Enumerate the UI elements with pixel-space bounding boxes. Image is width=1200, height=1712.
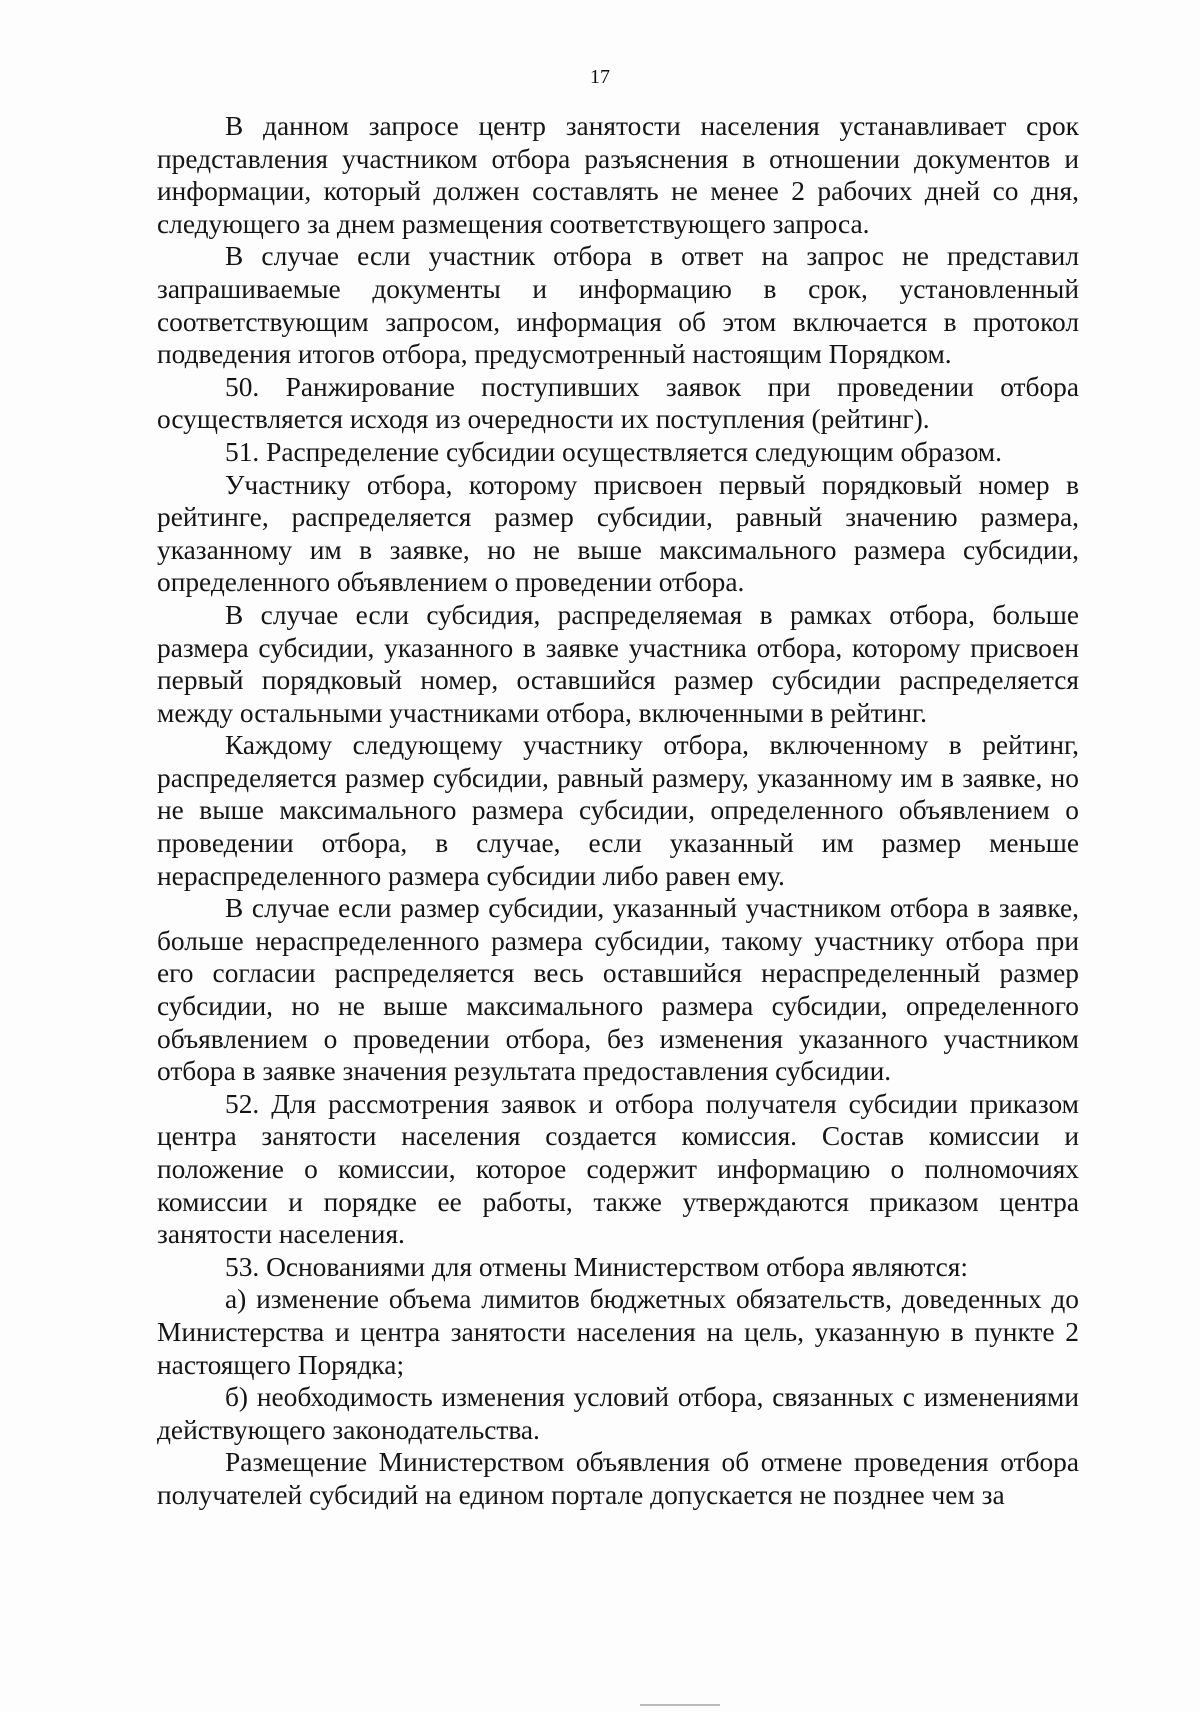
paragraph: Участнику отбора, которому присвоен первый порядковый номер в рейтинге, распределяется размер субсидии, равный значению размера, указанному им в заявке, но не выше максимального размера субсидии, определенного объявлением о проведении отбора. <box>157 469 1079 598</box>
paragraph: Каждому следующему участнику отбора, включенному в рейтинг, распределяется размер субсидии, равный размеру, указанному им в заявке, но не выше максимального размера субсидии, определенного объявлением о проведении отбора, в случае, если указанный им размер меньше нераспределенного размера субсидии либо равен ему. <box>157 730 1079 891</box>
paragraph: 51. Распределение субсидии осуществляется следующим образом. <box>225 436 1002 467</box>
paragraph: 50. Ранжирование поступивших заявок при проведении отбора осуществляется исходя из очередности их поступления (рейтинг). <box>157 371 1079 435</box>
paragraph: В случае если участник отбора в ответ на запрос не представил запрашиваемые документы и информацию в срок, установленный соответствующим запросом, информация об этом включается в протокол подведения итогов отбора, предусмотренный настоящим Порядком. <box>157 241 1079 370</box>
paragraph: В случае если размер субсидии, указанный участником отбора в заявке, больше нераспределенного размера субсидии, такому участнику отбора при его согласии распределяется весь оставшийся нераспределенный размер субсидии, но не выше максимального размера субсидии, определенного объявлением о проведении отбора, без изменения указанного участником отбора в заявке значения результата предоставления субсидии. <box>157 893 1079 1087</box>
page-number: 17 <box>590 66 610 88</box>
scan-mark <box>640 1704 720 1706</box>
document-body <box>157 110 1079 1512</box>
paragraph: 53. Основаниями для отмены Министерством отбора являются: <box>225 1251 968 1282</box>
paragraph: а) изменение объема лимитов бюджетных обязательств, доведенных до Министерства и центра занятости населения на цель, указанную в пункте 2 настоящего Порядка; <box>157 1284 1079 1380</box>
paragraph: 52. Для рассмотрения заявок и отбора получателя субсидии приказом центра занятости населения создается комиссия. Состав комиссии и положение о комиссии, которое содержит информацию о полномочиях комиссии и порядке ее работы, также утверждаются приказом центра занятости населения. <box>157 1088 1079 1250</box>
paragraph: б) необходимость изменения условий отбора, связанных с изменениями действующего законодательства. <box>157 1382 1079 1445</box>
paragraph: В случае если субсидия, распределяемая в рамках отбора, больше размера субсидии, указанного в заявке участника отбора, которому присвоен первый порядковый номер, оставшийся размер субсидии распределяется между остальными участниками отбора, включенными в рейтинг. <box>157 599 1079 728</box>
paragraph: В данном запросе центр занятости населения устанавливает срок представления участником отбора разъяснения в отношении документов и информации, который должен составлять не менее 2 рабочих дней со дня, следующего за днем размещения соответствующего запроса. <box>157 111 1079 239</box>
paragraph: Размещение Министерством объявления об отмене проведения отбора получателей субсидий на едином портале допускается не позднее чем за <box>157 1447 1079 1510</box>
